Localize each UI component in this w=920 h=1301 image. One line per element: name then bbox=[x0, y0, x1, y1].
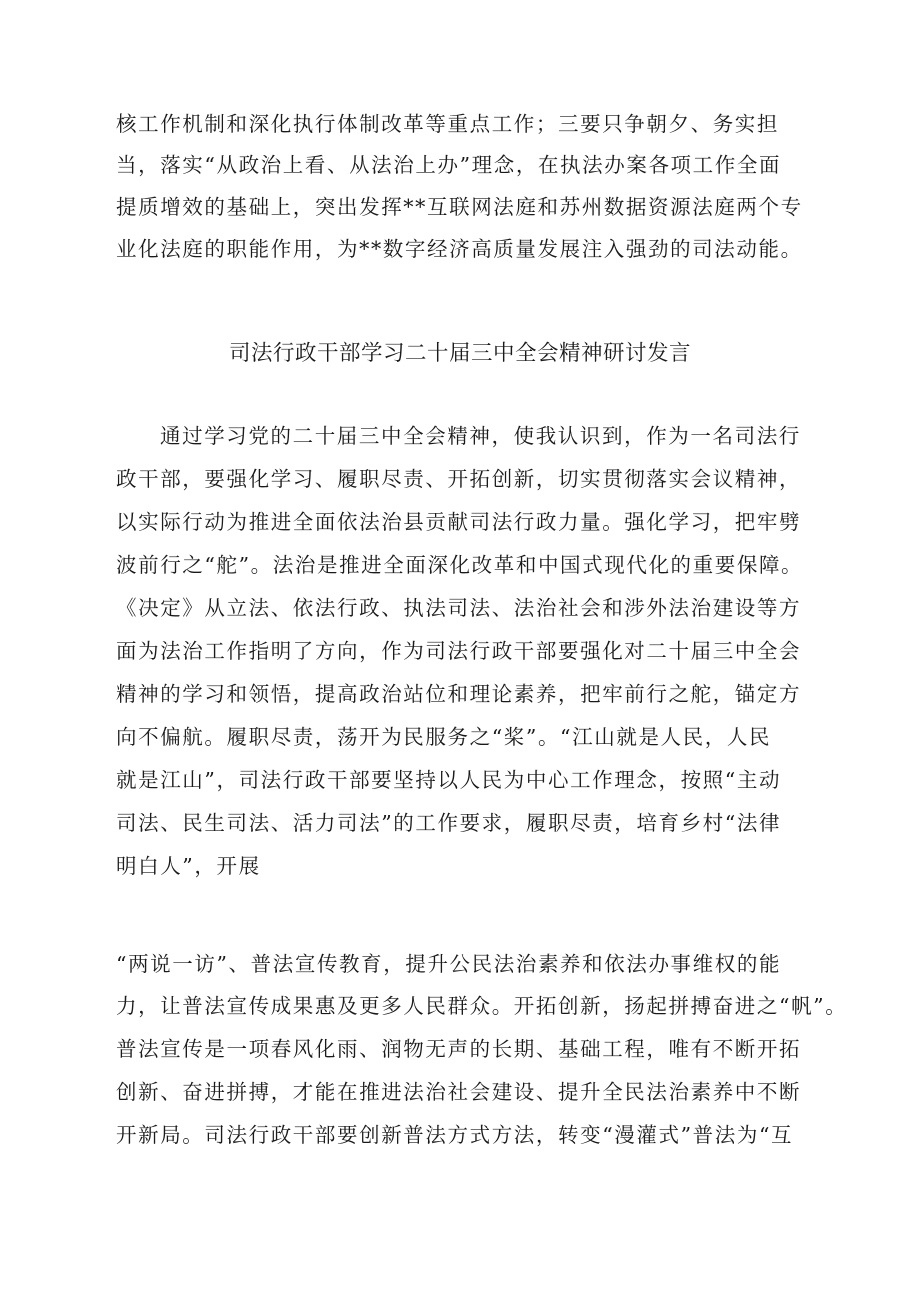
text-line: 司法、民生司法、活力司法”的工作要求，履职尽责，培育乡村“法律 bbox=[116, 811, 782, 835]
text-line: 开新局。司法行政干部要创新普法方式方法，转变“漫灌式”普法为“互 bbox=[116, 1123, 794, 1147]
text-line: 提质增效的基础上，突出发挥**互联网法庭和苏州数据资源法庭两个专 bbox=[116, 195, 803, 219]
text-line: 政干部，要强化学习、履职尽责、开拓创新，切实贯彻落实会议精神， bbox=[116, 467, 802, 491]
text-line: “两说一访”、普法宣传教育，提升公民法治素养和依法办事维权的能 bbox=[116, 952, 782, 976]
text-line: 《决定》从立法、依法行政、执法司法、法治社会和涉外法治建设等方 bbox=[116, 596, 802, 620]
text-line: 力，让普法宣传成果惠及更多人民群众。开拓创新，扬起拼搏奋进之“帆”。 bbox=[116, 994, 848, 1018]
text-line: 面为法治工作指明了方向，作为司法行政干部要强化对二十届三中全会 bbox=[116, 639, 802, 663]
text-line: 向不偏航。履职尽责，荡开为民服务之“桨”。“江山就是人民，人民 bbox=[116, 725, 772, 749]
text-line: 以实际行动为推进全面依法治县贡献司法行政力量。强化学习，把牢劈 bbox=[116, 510, 802, 534]
text-line: 创新、奋进拼搏，才能在推进法治社会建设、提升全民法治素养中不断 bbox=[116, 1080, 802, 1104]
text-line: 业化法庭的职能作用，为**数字经济高质量发展注入强劲的司法动能。 bbox=[116, 237, 803, 261]
text-line: 通过学习党的二十届三中全会精神，使我认识到，作为一名司法行 bbox=[160, 424, 801, 448]
text-line: 波前行之“舵”。法治是推进全面深化改革和中国式现代化的重要保障。 bbox=[116, 553, 804, 577]
text-line: 就是江山”，司法行政干部要坚持以人民为中心工作理念，按照“主动 bbox=[116, 768, 782, 792]
section-title: 司法行政干部学习二十届三中全会精神研讨发言 bbox=[228, 341, 691, 366]
text-line: 精神的学习和领悟，提高政治站位和理论素养，把牢前行之舵，锚定方 bbox=[116, 682, 802, 706]
text-line: 当，落实“从政治上看、从法治上办”理念，在执法办案各项工作全面 bbox=[116, 153, 782, 177]
text-line: 普法宣传是一项春风化雨、润物无声的长期、基础工程，唯有不断开拓 bbox=[116, 1037, 802, 1061]
text-line: 明白人”，开展 bbox=[116, 854, 261, 878]
text-line: 核工作机制和深化执行体制改革等重点工作；三要只争朝夕、务实担 bbox=[116, 112, 779, 136]
